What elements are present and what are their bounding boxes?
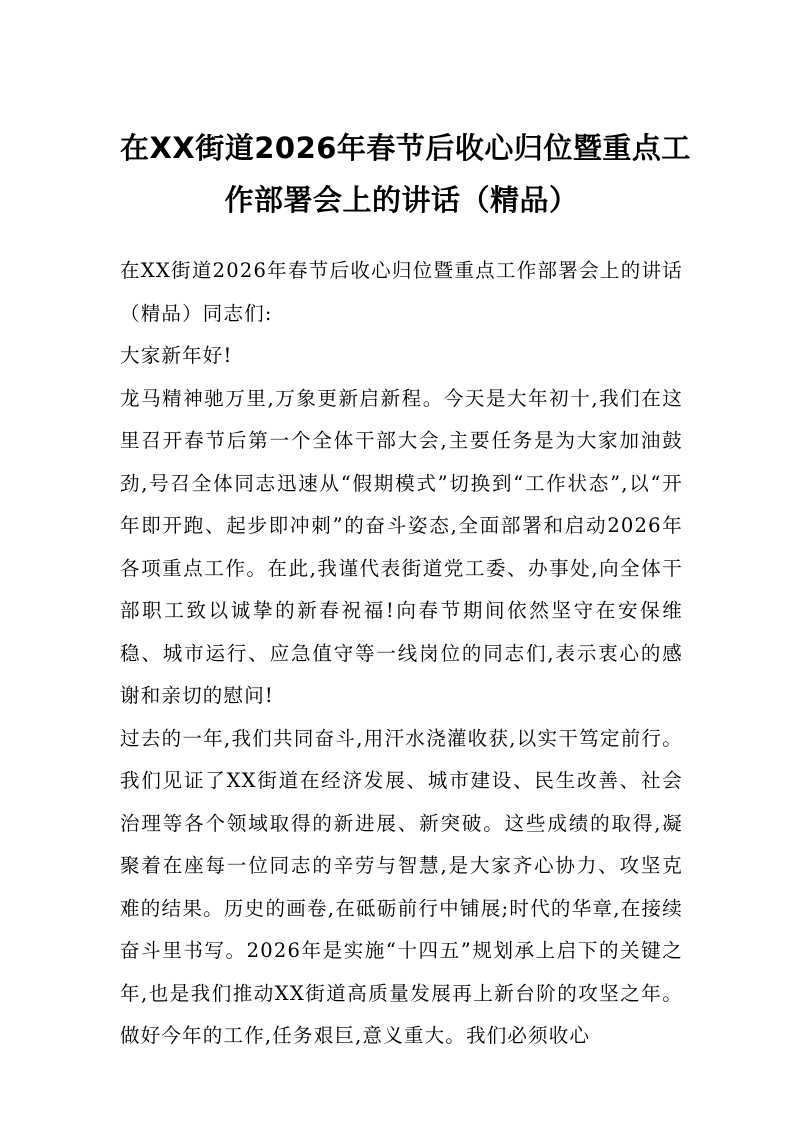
title-line-1: 在XX街道2026年春节后收心归位暨重点工: [120, 131, 691, 165]
document-title: [120, 122, 691, 226]
paragraph-opening: 龙马精神驰万里,万象更新启新程。今天是大年初十,我们在这里召开春节后第一个全体干部大会,主要任务是为大家加油鼓劲,号召全体同志迅速从“假期模式”切换到“工作状态”,以“开年即开跑、起步即冲刺”的奋斗姿态,全面部署和启动2026年各项重点工作。在此,我谨代表街道党工委、办事处,向全体干部职工致以诚挚的新春祝福!向春节期间依然坚守在安保维稳、城市运行、应急值守等一线岗位的同志们,表示衷心的感谢和亲切的慰问!: [120, 386, 683, 707]
paragraph-review: 过去的一年,我们共同奋斗,用汗水浇灌收获,以实干笃定前行。我们见证了XX街道在经济发展、城市建设、民生改善、社会治理等各个领域取得的新进展、新突破。这些成绩的取得,凝聚着在座每一位同志的辛劳与智慧,是大家齐心协力、攻坚克难的结果。历史的画卷,在砥砺前行中铺展;时代的华章,在接续奋斗里书写。2026年是实施“十四五”规划承上启下的关键之年,也是我们推动XX街道高质量发展再上新台阶的攻坚之年。做好今年的工作,任务艰巨,意义重大。我们必须收心: [120, 726, 683, 1047]
paragraph-salutation: 在XX街道2026年春节后收心归位暨重点工作部署会上的讲话（精品）同志们:: [120, 259, 683, 325]
document-body: [120, 250, 683, 1058]
paragraph-greeting: 大家新年好!: [120, 344, 233, 367]
title-line-2: 作部署会上的讲话（精品）: [224, 183, 579, 217]
